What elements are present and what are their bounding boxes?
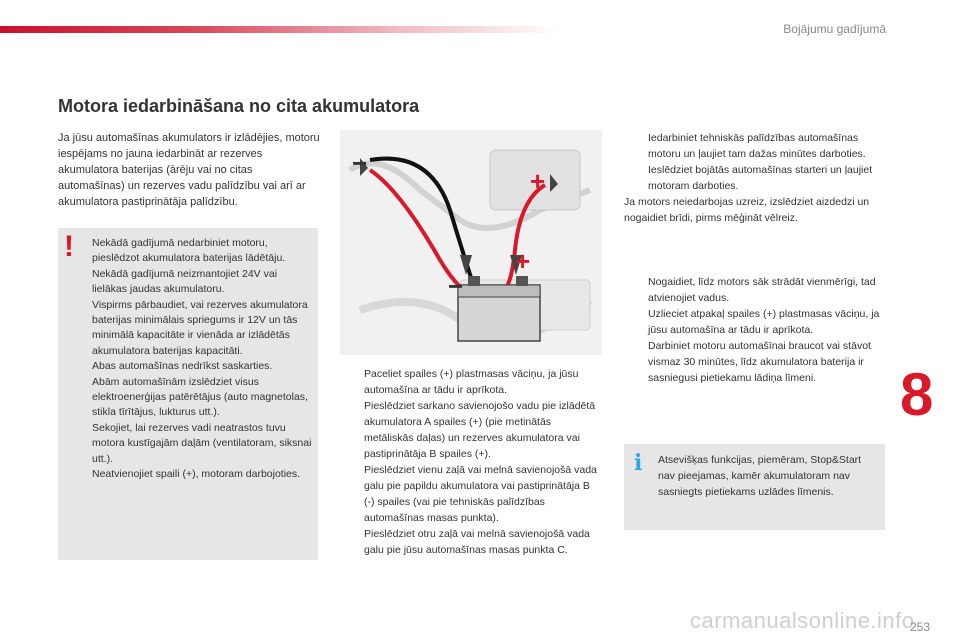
list-item: Pieslēdziet vienu zaļā vai melnā savienojošā vada galu pie papildu akumulatora vai pastiprinātāja B (-) spailes (vai pie tehniskās palīdzības automašīnas masas punkta). [364,464,597,524]
jump-start-illustration [340,130,602,355]
list-item: Ieslēdziet bojātās automašīnas starteri un ļaujiet motoram darboties. [648,164,873,192]
list-item: Darbiniet motoru automašīnai braucot vai stāvot vismaz 30 minūtes, līdz akumulatora baterija ir sasniegusi pietiekamu lādiņa līmeni. [648,340,871,384]
list-item: Uzlieciet atpakaļ spailes (+) plastmasas vāciņu, ja jūsu automašīna ar tādu ir aprīkota. [648,308,880,336]
warning-paragraph: Nekādā gadījumā neizmantojiet 24V vai lielākas jaudas akumulatoru. [92,267,278,296]
info-icon: i [634,450,643,476]
list-item: Paceliet spailes (+) plastmasas vāciņu, ja jūsu automašīna ar tādu ir aprīkota. [364,368,579,396]
steps-right-list-2 [624,274,886,386]
info-text: Atsevišķas funkcijas, piemēram, Stop&Start nav pieejamas, kamēr akumulatoram nav sasniegts pietiekams uzlādes līmenis. [658,454,862,498]
warning-text [92,236,314,483]
header-accent-bar [0,26,560,33]
retry-note: Ja motors neiedarbojas uzreiz, izslēdziet aizdedzi un nogaidiet brīdi, pirms mēģināt vēlreiz. [624,196,870,224]
list-item: Pieslēdziet otru zaļā vai melnā savienojošā vada galu pie jūsu automašīnas masas punkta C. [364,528,590,556]
info-box [624,444,885,530]
warning-paragraph: Sekojiet, lai rezerves vadi neatrastos tuvu motora kustīgajām daļām (ventilatoram, siksnai utt.). [92,421,312,465]
warning-paragraph: Nekādā gadījumā nedarbiniet motoru, pieslēdzot akumulatora baterijas lādētāju. [92,237,286,265]
plus-label-top: + [530,166,546,196]
list-item: Iedarbiniet tehniskās palīdzības automašīnas motoru un ļaujiet tam dažas minūtes darboties. [648,132,866,160]
warning-paragraph: Vispirms pārbaudiet, vai rezerves akumulatora baterijas minimālais spriegums ir 12V un tās minimālā kapacitāte ir vienāda ar izlādētās akumulatora baterijas kapacitāti. [92,298,308,357]
plus-label-bottom: + [515,246,531,276]
intro-paragraph: Ja jūsu automašīnas akumulators ir izlādējies, motoru iespējams no jauna iedarbināt ar rezerves akumulatora baterijas (ārēju vai no citas automašīnas) un rezerves vadu palīdzību vai arī ar akumulatora pastiprinātāja palīdzību. [58,132,320,208]
warning-icon: ! [64,230,74,263]
steps-right-list [624,130,886,226]
minus-label-top: − [352,148,368,178]
watermark: carmanualsonline.info [690,608,915,633]
warning-paragraph: Abas automašīnas nedrīkst saskarties. [92,360,273,373]
page-title: Motora iedarbināšana no cita akumulatora [58,96,420,116]
warning-paragraph: Neatvienojiet spaili (+), motoram darbojoties. [92,468,301,481]
list-item: Pieslēdziet sarkano savienojošo vadu pie izlādētā akumulatora A spailes (+) (pie metinātās metāliskās daļas) un rezerves akumulatora vai pastiprinātāja B spailes (+). [364,400,596,460]
section-label: Bojājumu gadījumā [783,22,886,36]
minus-label-bottom: − [448,271,464,301]
page-number: 253 [910,620,931,634]
warning-paragraph: Abām automašīnām izslēdziet visus elektroenerģijas patērētājus (auto magnetolas, stikla tīrītājus, lukturus utt.). [92,375,308,419]
list-item: Nogaidiet, līdz motors sāk strādāt vienmērīgi, tad atvienojiet vadus. [648,276,876,304]
warning-box [58,228,318,560]
chapter-number: 8 [900,361,934,428]
battery-cables-drawing [340,130,602,355]
steps-middle-list [340,366,602,558]
